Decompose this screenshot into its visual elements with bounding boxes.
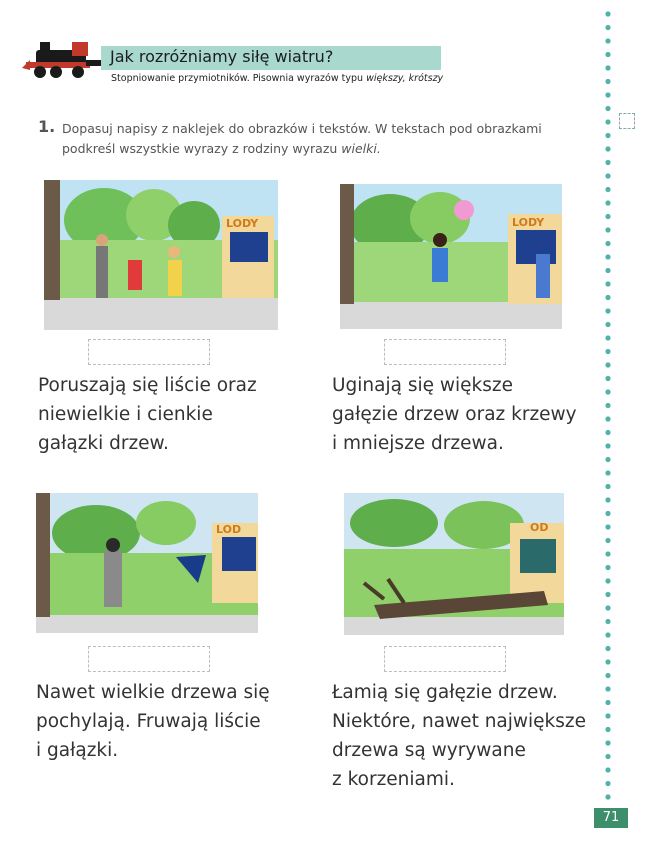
sticker-slot-1[interactable] bbox=[88, 339, 210, 365]
description-2: Uginają się większe gałęzie drzew oraz krzewy i mniejsze drzewa. bbox=[332, 375, 577, 454]
ice-cream-sign-2: LODY bbox=[512, 216, 545, 229]
description-3: Nawet wielkie drzewa się pochylają. Fruwają liście i gałązki. bbox=[36, 682, 270, 761]
ice-cream-sign: LODY bbox=[226, 217, 259, 230]
page-number: 71 bbox=[594, 808, 628, 828]
description-4: Łamią się gałęzie drzew. Niektóre, nawet największe drzewa są wyrywane z korzeniami. bbox=[332, 682, 586, 790]
picture-gale bbox=[344, 493, 564, 635]
ice-cream-sign-3: LOD bbox=[216, 523, 242, 536]
instruction-text: Dopasuj napisy z naklejek do obrazków i tekstów. W tekstach pod obrazkami podkreśl wszystkie wyrazy z rodziny wyrazu bbox=[62, 121, 542, 156]
margin-dots bbox=[603, 8, 613, 808]
ice-cream-sign-4: OD bbox=[530, 521, 549, 534]
subtitle-text: Stopniowanie przymiotników. Pisownia wyrazów typu bbox=[111, 73, 367, 84]
description-1: Poruszają się liście oraz niewielkie i cienkie gałązki drzew. bbox=[38, 375, 257, 454]
picture-strong-wind bbox=[36, 493, 258, 633]
subtitle-italic: większy, krótszy bbox=[366, 73, 444, 84]
instruction-italic: wielki. bbox=[341, 141, 381, 156]
exercise-number: 1. bbox=[38, 117, 56, 136]
sticker-slot-2[interactable] bbox=[384, 339, 506, 365]
page-subtitle bbox=[111, 73, 443, 84]
picture-moderate-wind bbox=[340, 184, 562, 329]
sticker-slot-3[interactable] bbox=[88, 646, 210, 672]
page-title: Jak rozróżniamy siłę wiatru? bbox=[110, 47, 334, 66]
sticker-slot-icon bbox=[619, 113, 635, 129]
sticker-slot-4[interactable] bbox=[384, 646, 506, 672]
picture-light-breeze bbox=[44, 180, 278, 330]
locomotive-icon bbox=[22, 38, 104, 84]
exercise-instruction bbox=[62, 119, 582, 159]
